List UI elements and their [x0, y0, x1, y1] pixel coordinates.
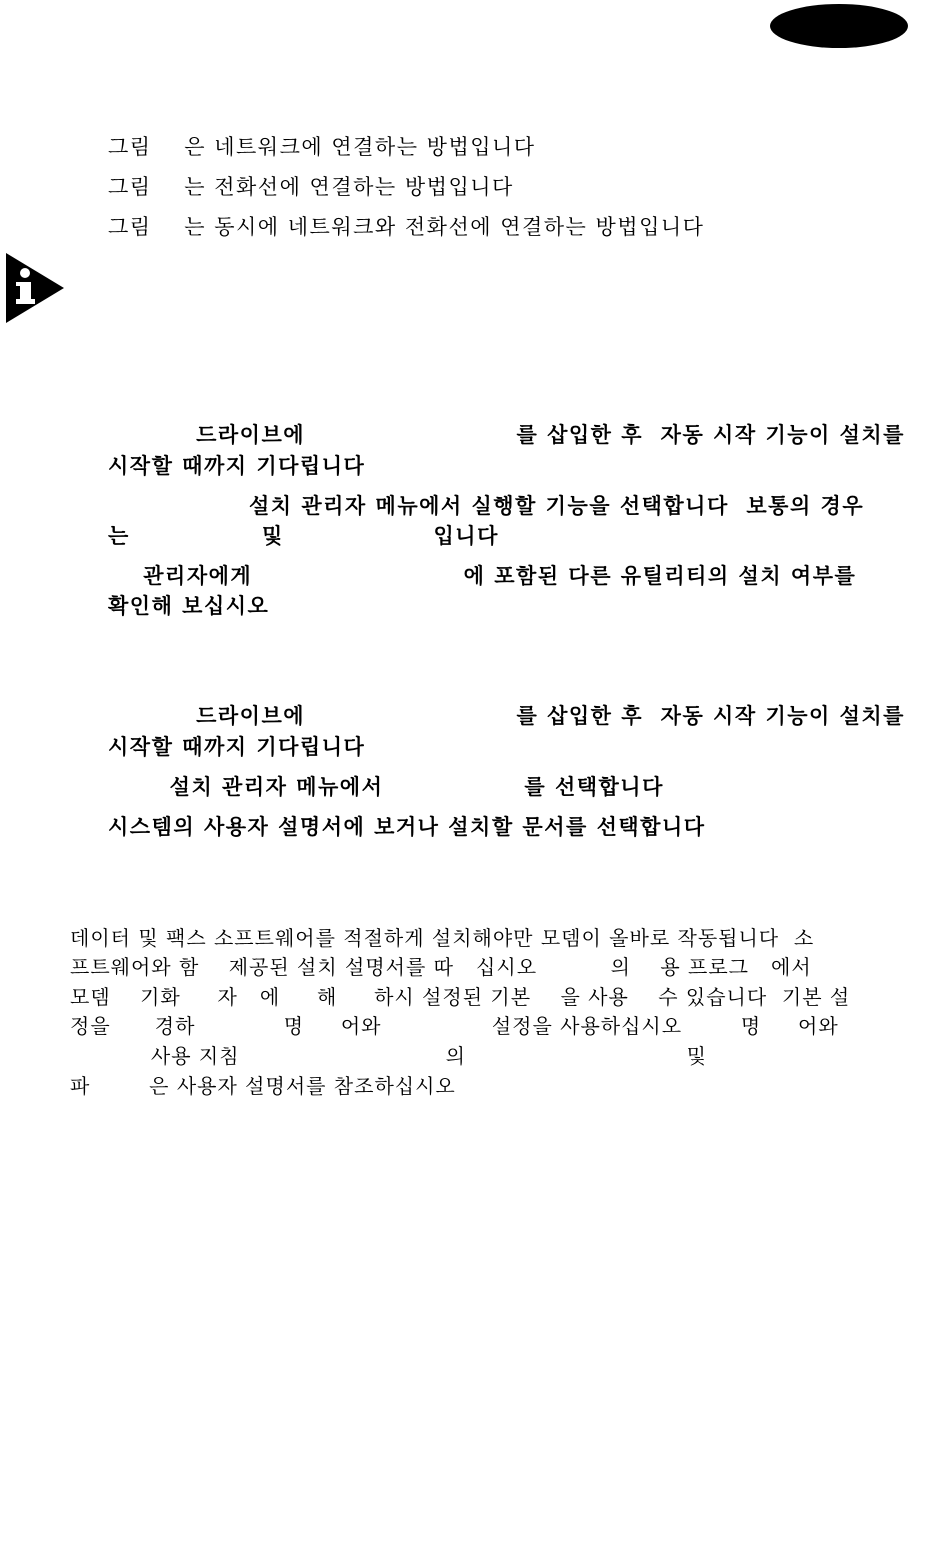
info-icon — [6, 253, 66, 323]
install-step-3-line-2: 확인해 보십시오 — [108, 594, 270, 618]
install-step-1-line-2: 시작할 때까지 기다립니다 — [108, 454, 366, 478]
docs-step-2-line-1: 설치 관리자 메뉴에서 를 선택합니다 — [108, 775, 664, 799]
install-step-3-line-1: 관리자에게 에 포함된 다른 유틸리티의 설치 여부를 — [108, 564, 857, 588]
install-step-1-line-1: 드라이브에 를 삽입한 후 자동 시작 기능이 설치를 — [108, 423, 905, 447]
note-line-2: 프트웨어와 함 제공된 설치 설명서를 따 십시오 의 용 프로그 에서 — [70, 955, 812, 979]
page-tab-marker — [770, 4, 908, 48]
figure-line-2: 그림 는 전화선에 연결하는 방법입니다 — [108, 175, 514, 199]
note-line-3: 모뎀 기화 자 에 해 하시 설정된 기본 을 사용 수 있습니다 기본 설 — [70, 985, 851, 1009]
note-line-1: 데이터 및 팩스 소프트웨어를 적절하게 설치해야만 모뎀이 올바로 작동됩니다 소 — [70, 926, 815, 950]
docs-step-3-line-1: 시스템의 사용자 설명서에 보거나 설치할 문서를 선택합니다 — [108, 815, 706, 839]
install-step-2-line-1: 설치 관리자 메뉴에서 실행할 기능을 선택합니다 보통의 경우 — [108, 494, 865, 518]
note-line-4: 정을 경하 명 어와 설정을 사용하십시오 명 어와 — [70, 1014, 839, 1038]
note-line-6: 파 은 사용자 설명서를 참조하십시오 — [70, 1074, 456, 1098]
figure-line-1: 그림 은 네트워크에 연결하는 방법입니다 — [108, 135, 536, 159]
figure-line-3: 그림 는 동시에 네트워크와 전화선에 연결하는 방법입니다 — [108, 215, 705, 239]
install-step-2-line-2: 는 및 입니다 — [108, 524, 499, 548]
note-line-5: 사용 지침 의 및 — [70, 1044, 707, 1068]
docs-step-1-line-1: 드라이브에 를 삽입한 후 자동 시작 기능이 설치를 — [108, 704, 905, 728]
docs-step-1-line-2: 시작할 때까지 기다립니다 — [108, 735, 366, 759]
